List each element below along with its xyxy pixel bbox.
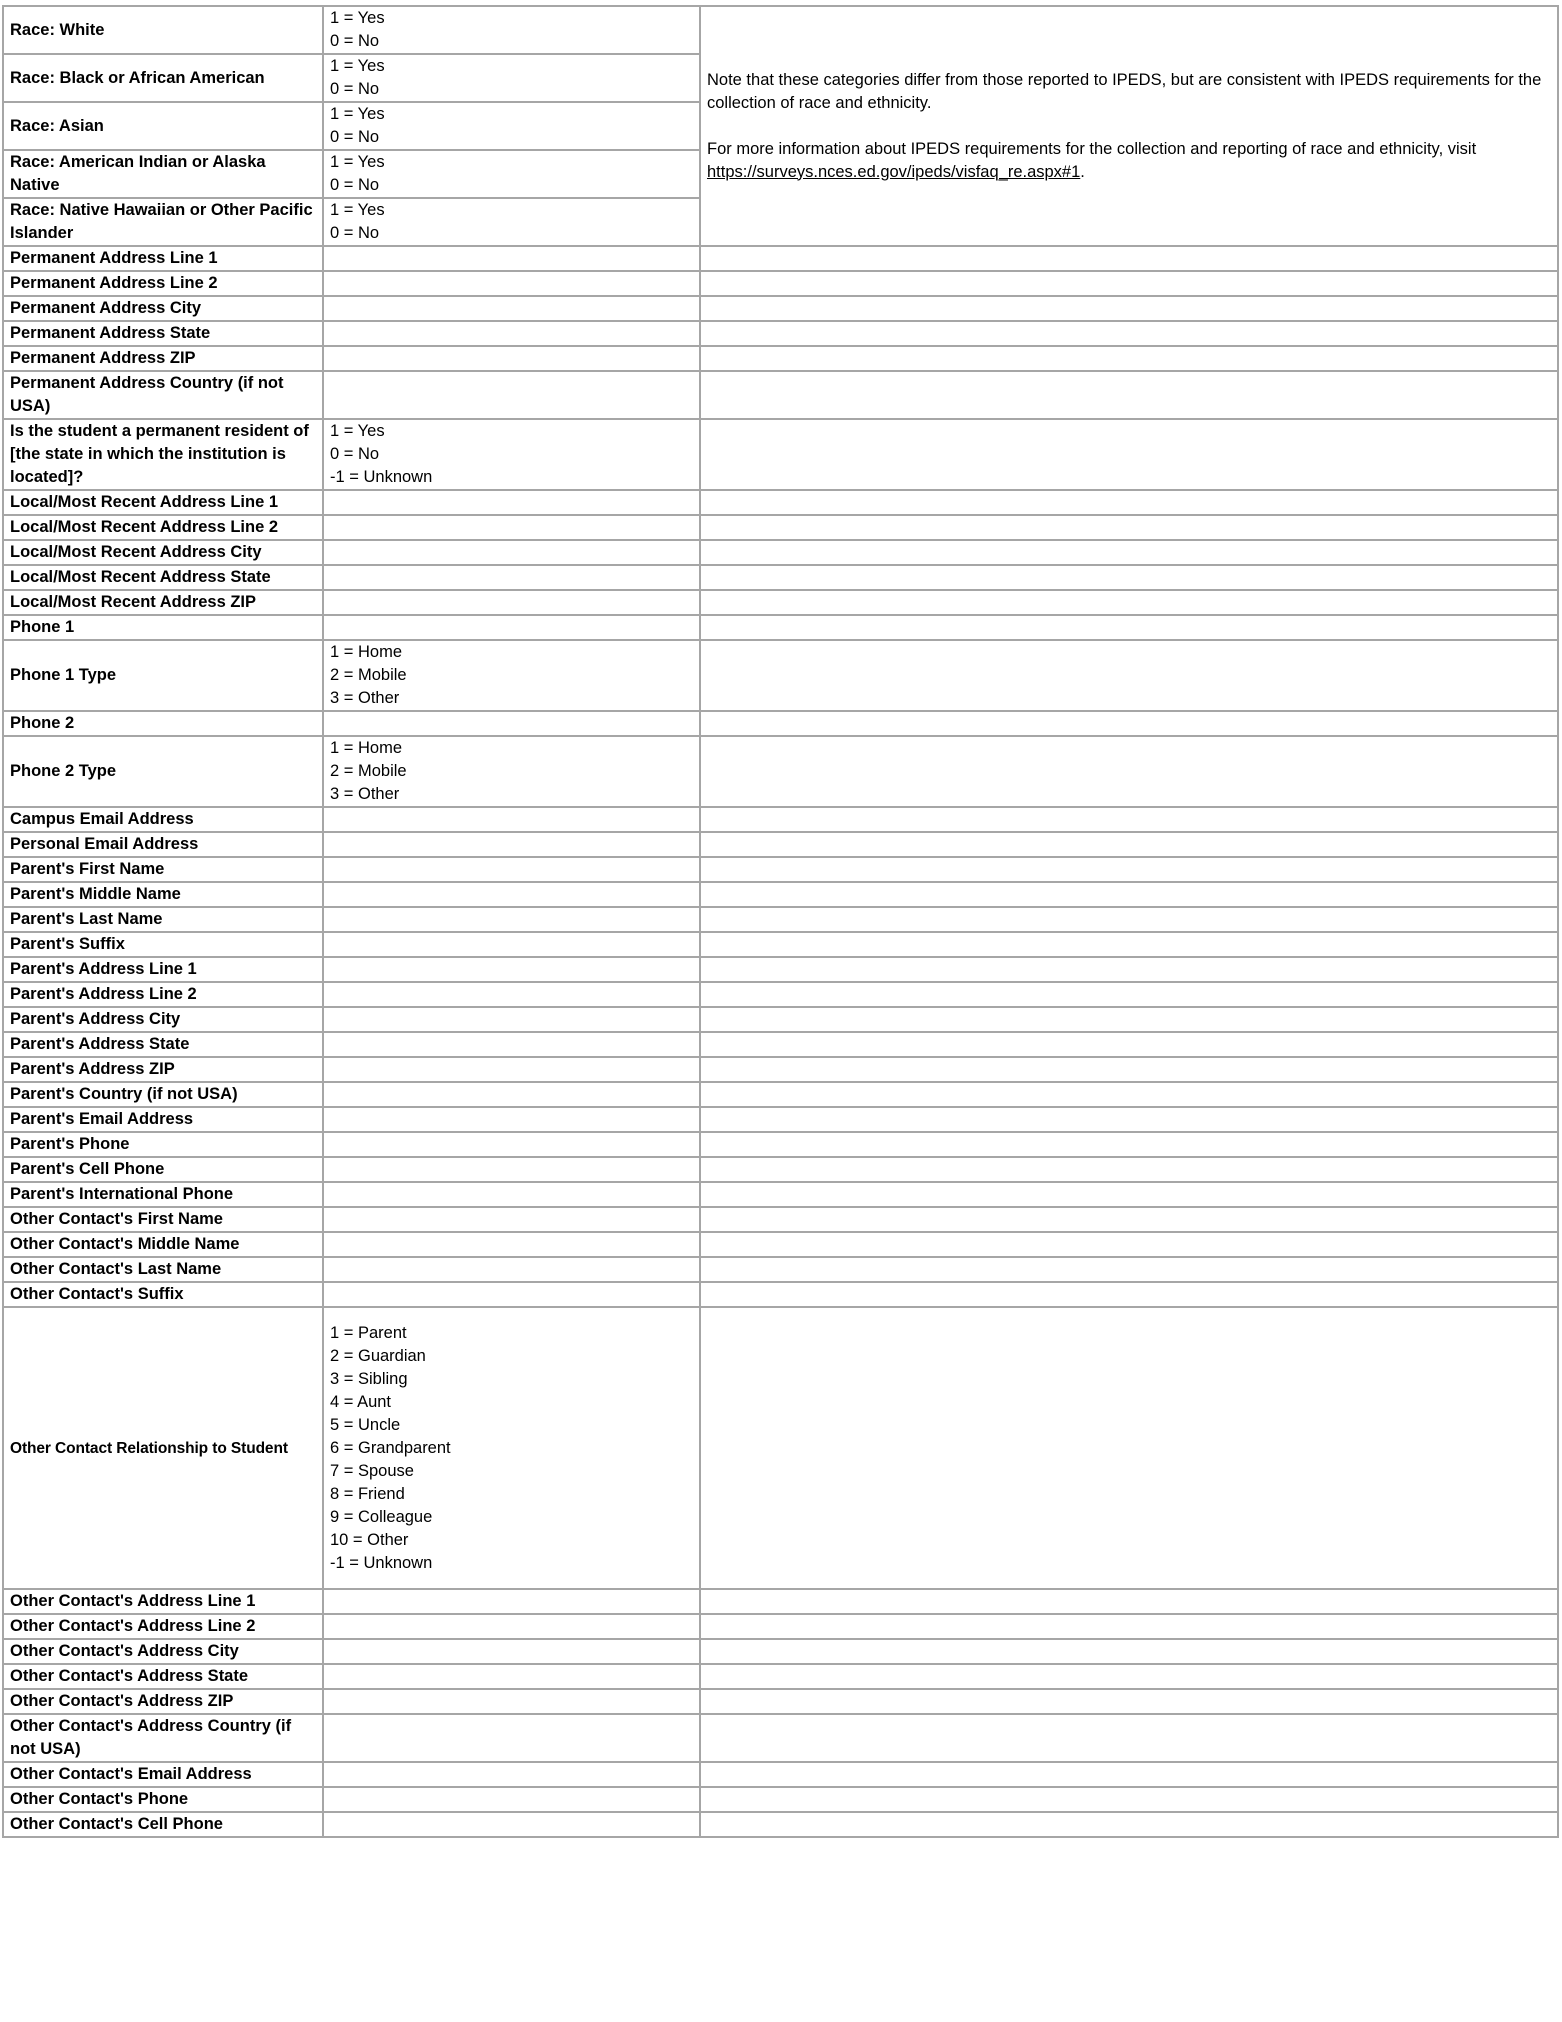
value-code: 0 = No	[330, 80, 380, 98]
empty-note-cell	[700, 1762, 1558, 1787]
table-row	[3, 640, 1558, 711]
value-code: 0 = No	[330, 32, 380, 50]
field-values-cell	[323, 957, 700, 982]
field-label-cell: Parent's Address State	[3, 1032, 323, 1057]
empty-note-cell	[700, 1689, 1558, 1714]
value-code: 3 = Other	[330, 785, 400, 803]
field-label-cell: Parent's Suffix	[3, 932, 323, 957]
field-values-cell	[323, 150, 700, 198]
table-row	[3, 590, 1558, 615]
table-row	[3, 1812, 1558, 1837]
field-values-cell	[323, 1589, 700, 1614]
value-code: 4 = Aunt	[330, 1393, 392, 1411]
field-values-cell	[323, 540, 700, 565]
field-label-cell: Local/Most Recent Address Line 2	[3, 515, 323, 540]
table-row	[3, 1157, 1558, 1182]
field-label-cell: Other Contact's Email Address	[3, 1762, 323, 1787]
table-row	[3, 371, 1558, 419]
value-code: 1 = Yes	[330, 57, 385, 75]
value-code: 2 = Guardian	[330, 1347, 426, 1365]
table-row	[3, 1182, 1558, 1207]
value-code: 3 = Other	[330, 689, 400, 707]
field-values-cell	[323, 1282, 700, 1307]
field-values-cell	[323, 1132, 700, 1157]
table-row	[3, 419, 1558, 490]
empty-note-cell	[700, 371, 1558, 419]
table-row	[3, 515, 1558, 540]
empty-note-cell	[700, 1812, 1558, 1837]
empty-note-cell	[700, 246, 1558, 271]
value-code: 8 = Friend	[330, 1485, 405, 1503]
field-values-cell	[323, 1182, 700, 1207]
empty-note-cell	[700, 1639, 1558, 1664]
field-label-cell: Local/Most Recent Address State	[3, 565, 323, 590]
field-label-cell: Other Contact's Cell Phone	[3, 1812, 323, 1837]
field-label-cell: Other Contact Relationship to Student	[3, 1307, 323, 1589]
table-row	[3, 1082, 1558, 1107]
field-label-cell: Parent's Address Line 2	[3, 982, 323, 1007]
empty-note-cell	[700, 932, 1558, 957]
table-row	[3, 271, 1558, 296]
field-values-cell	[323, 419, 700, 490]
field-values-cell	[323, 882, 700, 907]
table-row	[3, 1639, 1558, 1664]
field-label-cell: Other Contact's Address State	[3, 1664, 323, 1689]
field-values-cell	[323, 1689, 700, 1714]
table-row	[3, 882, 1558, 907]
table-row	[3, 1132, 1558, 1157]
field-values-cell	[323, 1082, 700, 1107]
field-label-cell: Other Contact's First Name	[3, 1207, 323, 1232]
table-row	[3, 711, 1558, 736]
field-label-cell: Parent's Address ZIP	[3, 1057, 323, 1082]
empty-note-cell	[700, 1232, 1558, 1257]
field-values-cell	[323, 932, 700, 957]
empty-note-cell	[700, 540, 1558, 565]
field-label-cell: Other Contact's Middle Name	[3, 1232, 323, 1257]
value-code: 1 = Home	[330, 643, 402, 661]
empty-note-cell	[700, 1787, 1558, 1812]
field-label-cell: Other Contact's Address City	[3, 1639, 323, 1664]
field-values-cell	[323, 102, 700, 150]
table-row	[3, 832, 1558, 857]
field-label-cell: Other Contact's Last Name	[3, 1257, 323, 1282]
field-label-cell: Race: American Indian or Alaska Native	[3, 150, 323, 198]
field-label-cell: Permanent Address Line 2	[3, 271, 323, 296]
field-label-cell: Permanent Address Country (if not USA)	[3, 371, 323, 419]
field-label-cell: Parent's Country (if not USA)	[3, 1082, 323, 1107]
field-label-cell: Local/Most Recent Address ZIP	[3, 590, 323, 615]
field-values-cell	[323, 271, 700, 296]
field-label-cell: Parent's International Phone	[3, 1182, 323, 1207]
field-values-cell	[323, 1057, 700, 1082]
field-values-cell	[323, 296, 700, 321]
table-row	[3, 490, 1558, 515]
value-code: 5 = Uncle	[330, 1416, 401, 1434]
field-label-cell: Parent's Phone	[3, 1132, 323, 1157]
empty-note-cell	[700, 640, 1558, 711]
field-values-cell	[323, 198, 700, 246]
field-label-cell: Personal Email Address	[3, 832, 323, 857]
table-row	[3, 1107, 1558, 1132]
field-label-cell: Permanent Address ZIP	[3, 346, 323, 371]
table-row	[3, 982, 1558, 1007]
value-code: 1 = Home	[330, 739, 402, 757]
empty-note-cell	[700, 882, 1558, 907]
field-label-cell: Campus Email Address	[3, 807, 323, 832]
table-row	[3, 565, 1558, 590]
field-label-cell: Race: Black or African American	[3, 54, 323, 102]
table-row	[3, 1714, 1558, 1762]
field-label-cell: Other Contact's Address ZIP	[3, 1689, 323, 1714]
table-row	[3, 1614, 1558, 1639]
field-label-cell: Parent's Cell Phone	[3, 1157, 323, 1182]
value-code: -1 = Unknown	[330, 1554, 433, 1572]
field-values-cell	[323, 371, 700, 419]
value-code: 3 = Sibling	[330, 1370, 408, 1388]
table-row	[3, 346, 1558, 371]
empty-note-cell	[700, 565, 1558, 590]
table-row	[3, 907, 1558, 932]
value-code: 0 = No	[330, 224, 380, 242]
field-label-cell: Phone 1 Type	[3, 640, 323, 711]
note-paragraph-1: Note that these categories differ from those reported to IPEDS, but are consistent with IPEDS requirements for the collection of race and ethnicity.	[707, 70, 1542, 112]
empty-note-cell	[700, 1664, 1558, 1689]
table-row	[3, 1589, 1558, 1614]
empty-note-cell	[700, 419, 1558, 490]
field-label-cell: Parent's Last Name	[3, 907, 323, 932]
empty-note-cell	[700, 1207, 1558, 1232]
empty-note-cell	[700, 1257, 1558, 1282]
field-label-cell: Other Contact's Phone	[3, 1787, 323, 1812]
empty-note-cell	[700, 857, 1558, 882]
empty-note-cell	[700, 490, 1558, 515]
field-label-cell: Parent's Address City	[3, 1007, 323, 1032]
field-label-cell: Race: Asian	[3, 102, 323, 150]
empty-note-cell	[700, 515, 1558, 540]
empty-note-cell	[700, 711, 1558, 736]
table-row	[3, 296, 1558, 321]
empty-note-cell	[700, 1307, 1558, 1589]
empty-note-cell	[700, 271, 1558, 296]
table-row	[3, 246, 1558, 271]
empty-note-cell	[700, 807, 1558, 832]
empty-note-cell	[700, 1107, 1558, 1132]
field-values-cell	[323, 711, 700, 736]
field-label-cell: Parent's First Name	[3, 857, 323, 882]
empty-note-cell	[700, 1157, 1558, 1182]
field-label-cell: Phone 2 Type	[3, 736, 323, 807]
field-values-cell	[323, 640, 700, 711]
field-label-cell: Is the student a permanent resident of [the state in which the institution is located]?	[3, 419, 323, 490]
table-row	[3, 1664, 1558, 1689]
empty-note-cell	[700, 1132, 1558, 1157]
field-values-cell	[323, 807, 700, 832]
empty-note-cell	[700, 590, 1558, 615]
empty-note-cell	[700, 1057, 1558, 1082]
field-values-cell	[323, 321, 700, 346]
value-code: 9 = Colleague	[330, 1508, 433, 1526]
value-code: -1 = Unknown	[330, 468, 433, 486]
field-values-cell	[323, 1639, 700, 1664]
field-values-cell	[323, 857, 700, 882]
table-row	[3, 857, 1558, 882]
field-label-cell: Other Contact's Address Line 1	[3, 1589, 323, 1614]
value-code: 1 = Parent	[330, 1324, 407, 1342]
table-row	[3, 1689, 1558, 1714]
field-label-cell: Phone 2	[3, 711, 323, 736]
note-paragraph-2-text: For more information about IPEDS requirements for the collection and reporting of race and ethnicity, visit	[707, 139, 1477, 158]
field-label-cell: Other Contact's Address Country (if not USA)	[3, 1714, 323, 1762]
note-paragraph-2-period: .	[1080, 162, 1085, 181]
value-code: 7 = Spouse	[330, 1462, 414, 1480]
value-code: 1 = Yes	[330, 9, 385, 27]
table-row	[3, 1307, 1558, 1589]
field-values-cell	[323, 982, 700, 1007]
field-values-cell	[323, 615, 700, 640]
empty-note-cell	[700, 907, 1558, 932]
empty-note-cell	[700, 957, 1558, 982]
table-row	[3, 1762, 1558, 1787]
field-label-cell: Race: Native Hawaiian or Other Pacific Islander	[3, 198, 323, 246]
field-label-cell: Other Contact's Suffix	[3, 1282, 323, 1307]
field-values-cell	[323, 1614, 700, 1639]
empty-note-cell	[700, 1032, 1558, 1057]
empty-note-cell	[700, 296, 1558, 321]
field-label-cell: Parent's Middle Name	[3, 882, 323, 907]
empty-note-cell	[700, 832, 1558, 857]
value-code: 0 = No	[330, 176, 380, 194]
field-label-cell: Local/Most Recent Address City	[3, 540, 323, 565]
table-row	[3, 540, 1558, 565]
table-row	[3, 1007, 1558, 1032]
field-label-cell: Race: White	[3, 6, 323, 54]
empty-note-cell	[700, 1614, 1558, 1639]
field-values-cell	[323, 1664, 700, 1689]
field-values-cell	[323, 6, 700, 54]
field-values-cell	[323, 490, 700, 515]
empty-note-cell	[700, 1589, 1558, 1614]
field-label-cell: Parent's Address Line 1	[3, 957, 323, 982]
value-code: 6 = Grandparent	[330, 1439, 451, 1457]
field-values-cell	[323, 54, 700, 102]
empty-note-cell	[700, 1714, 1558, 1762]
ipeds-note-cell	[700, 6, 1558, 246]
field-values-cell	[323, 1307, 700, 1589]
empty-note-cell	[700, 982, 1558, 1007]
field-values-cell	[323, 565, 700, 590]
field-values-cell	[323, 1032, 700, 1057]
value-code: 1 = Yes	[330, 105, 385, 123]
empty-note-cell	[700, 346, 1558, 371]
field-definitions-table	[2, 5, 1559, 1838]
value-code: 1 = Yes	[330, 153, 385, 171]
field-label-cell: Permanent Address City	[3, 296, 323, 321]
field-values-cell	[323, 1762, 700, 1787]
note-paragraph-2	[707, 138, 1551, 184]
ipeds-link[interactable]: https://surveys.nces.ed.gov/ipeds/visfaq_re.aspx#1	[707, 162, 1081, 181]
table-row	[3, 932, 1558, 957]
table-row	[3, 1257, 1558, 1282]
empty-note-cell	[700, 1007, 1558, 1032]
field-label-cell: Parent's Email Address	[3, 1107, 323, 1132]
empty-note-cell	[700, 736, 1558, 807]
field-label-cell: Permanent Address Line 1	[3, 246, 323, 271]
field-label-cell: Other Contact's Address Line 2	[3, 1614, 323, 1639]
table-row	[3, 321, 1558, 346]
empty-note-cell	[700, 321, 1558, 346]
table-row	[3, 1787, 1558, 1812]
table-row	[3, 6, 1558, 54]
note-paragraph-gap	[707, 115, 1551, 138]
field-values-cell	[323, 1787, 700, 1812]
value-code: 2 = Mobile	[330, 666, 407, 684]
field-values-cell	[323, 1257, 700, 1282]
value-code: 10 = Other	[330, 1531, 409, 1549]
table-row	[3, 1232, 1558, 1257]
empty-note-cell	[700, 615, 1558, 640]
field-values-cell	[323, 246, 700, 271]
table-row	[3, 1057, 1558, 1082]
field-label-cell: Local/Most Recent Address Line 1	[3, 490, 323, 515]
field-values-cell	[323, 832, 700, 857]
table-row	[3, 1207, 1558, 1232]
field-label-cell: Permanent Address State	[3, 321, 323, 346]
field-values-cell	[323, 1007, 700, 1032]
table-row	[3, 736, 1558, 807]
table-row	[3, 807, 1558, 832]
value-code: 1 = Yes	[330, 422, 385, 440]
field-values-cell	[323, 1207, 700, 1232]
value-code: 0 = No	[330, 445, 380, 463]
table-row	[3, 615, 1558, 640]
table-row	[3, 957, 1558, 982]
field-values-cell	[323, 1157, 700, 1182]
field-values-cell	[323, 590, 700, 615]
table-row	[3, 1032, 1558, 1057]
empty-note-cell	[700, 1182, 1558, 1207]
field-values-cell	[323, 515, 700, 540]
field-values-cell	[323, 346, 700, 371]
field-values-cell	[323, 1107, 700, 1132]
value-code: 0 = No	[330, 128, 380, 146]
empty-note-cell	[700, 1082, 1558, 1107]
field-values-cell	[323, 907, 700, 932]
field-values-cell	[323, 1812, 700, 1837]
value-code: 1 = Yes	[330, 201, 385, 219]
value-code: 2 = Mobile	[330, 762, 407, 780]
field-values-cell	[323, 1714, 700, 1762]
field-values-cell	[323, 736, 700, 807]
table-row	[3, 1282, 1558, 1307]
field-label-cell: Phone 1	[3, 615, 323, 640]
field-values-cell	[323, 1232, 700, 1257]
empty-note-cell	[700, 1282, 1558, 1307]
